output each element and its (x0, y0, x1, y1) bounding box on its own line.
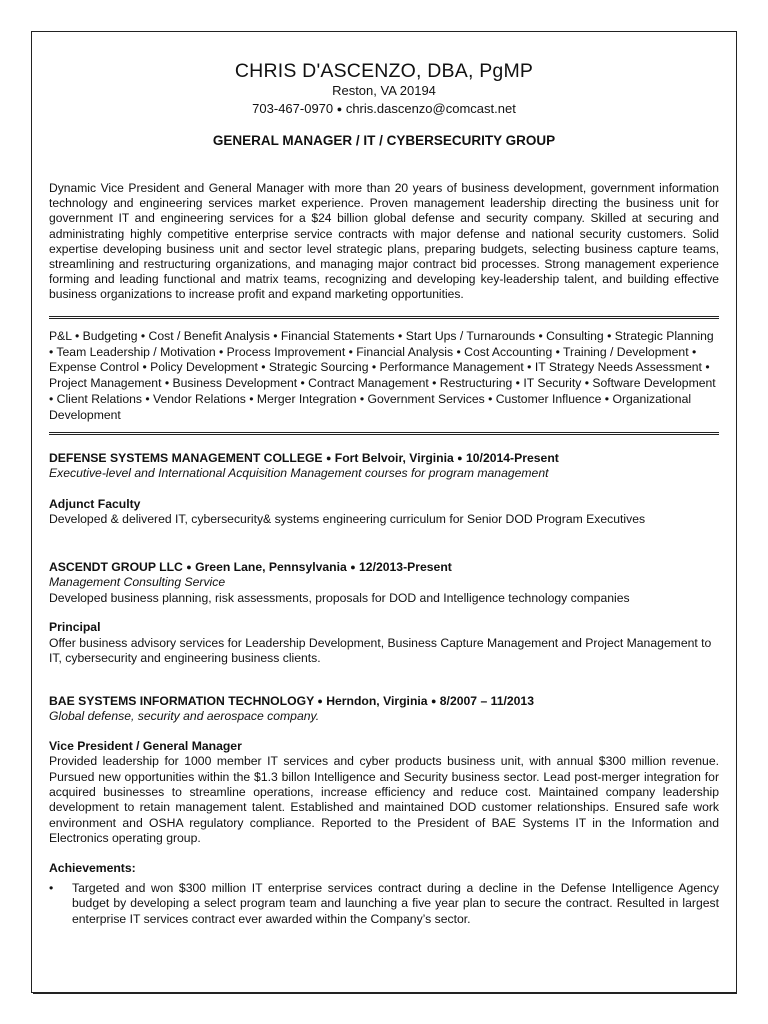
candidate-location: Reston, VA 20194 (332, 83, 436, 98)
achievements-heading: Achievements: (49, 860, 136, 875)
employer: ASCENDT GROUP LLC (49, 560, 183, 574)
job-details: Developed & delivered IT, cybersecurity& systems engineering curriculum for Senior DOD Program Executives (49, 512, 646, 527)
job-title: Vice President / General Manager (49, 738, 242, 753)
employer-description: Executive-level and International Acquisition Management courses for program management (49, 466, 549, 481)
separator-dot: ● (325, 453, 332, 463)
list-item: • Targeted and won $300 million IT enterprise services contract during a decline in the Defense Intelligence Agency budget by developing a select program team and launching a five year plan to secure the contract. Resulted in largest enterprise IT services contract ever awarded within the Company’s sector. (49, 881, 719, 927)
job-location: Fort Belvoir, Virginia (334, 451, 454, 465)
job-dates: 8/2007 – 11/2013 (439, 694, 534, 708)
job-header (49, 560, 719, 575)
employer-description: Management Consulting Service (49, 575, 226, 590)
job-title: Adjunct Faculty (49, 496, 141, 511)
achievements-list (49, 881, 719, 927)
employer-description: Global defense, security and aerospace company. (49, 709, 320, 724)
phone-number: 703-467-0970 (252, 101, 334, 116)
job-dates: 10/2014-Present (466, 451, 559, 465)
job-dates: 12/2013-Present (359, 560, 452, 574)
separator-dot: ● (317, 696, 323, 706)
separator-dot: ● (457, 453, 463, 463)
separator-dot: ● (430, 696, 437, 706)
job-title: Principal (49, 620, 101, 635)
candidate-name: CHRIS D'ASCENZO, DBA, PgMP (234, 60, 534, 82)
email-address[interactable]: chris.dascenzo@comcast.net (345, 101, 516, 116)
section-divider-bottom (49, 432, 719, 435)
job-location: Herndon, Virginia (326, 694, 428, 708)
job-location: Green Lane, Pennsylvania (195, 560, 347, 574)
headline: GENERAL MANAGER / IT / CYBERSECURITY GROUP (212, 133, 556, 148)
employer: BAE SYSTEMS INFORMATION TECHNOLOGY (49, 694, 314, 708)
employer-summary: Developed business planning, risk assessments, proposals for DOD and Intelligence technology companies (49, 590, 630, 605)
page-border-shadow (33, 989, 737, 994)
job-header (49, 451, 719, 466)
skills-list: P&L • Budgeting • Cost / Benefit Analysis • Financial Statements • Start Ups / Turnarounds • Consulting • Strategic Planning • Team Leadership / Motivation • Process Improvement • Financial Analysis • Cost Accounting • Training / Development • Expense Control • Policy Development • Strategic Sourcing • Performance Management • IT Strategy Needs Assessment • Project Management • Business Development • Contract Management • Restructuring • IT Security • Software Development • Client Relations • Vendor Relations • Merger Integration • Government Services • Customer Influence • Organizational Development (49, 329, 716, 422)
job-entry (49, 694, 719, 927)
employer: DEFENSE SYSTEMS MANAGEMENT COLLEGE (49, 451, 323, 465)
job-details: Provided leadership for 1000 member IT services and cyber products business unit, with annual $300 million revenue. Pursued new opportunities within the $1.3 billon Intelligence and Security business sector. Lead post-merger integration for acquired businesses to streamline operations, increase efficiency and reduce cost. Maintained company leadership development to retain management talent. Established and maintained DOD customer relationships. Ensured safe work environment and OSHA regulatory compliance. Reported to the President of BAE Systems IT in the Information and Electronics operating group. (49, 754, 719, 846)
job-entry (49, 451, 719, 528)
professional-summary: Dynamic Vice President and General Manager with more than 20 years of business development, government information technology and engineering services market experience. Proven management leadership directing the business unit for government IT and engineering services for a $24 billion global defense and security company. Skilled at securing and administrating highly competitive enterprise service contracts with major defense and national security customers. Solid expertise developing business unit and sector level strategic plans, preparing budgets, selecting business capture teams, streamlining and restructuring organizations, and managing major contract bid processes. Strong management experience forming and leading functional and matrix teams, recognizing and developing key-leadership talent, and building effective business organizations to increase profit and expand marketing opportunities. (49, 181, 719, 302)
job-header (49, 694, 719, 709)
contact-line (49, 101, 719, 116)
job-details: Offer business advisory services for Leadership Development, Business Capture Management and Project Management to IT, cybersecurity and engineering business clients. (49, 635, 712, 666)
job-entry (49, 560, 719, 666)
section-divider-top (49, 316, 719, 319)
separator-dot: ● (336, 104, 343, 114)
separator-dot: ● (186, 562, 192, 572)
separator-dot: ● (350, 562, 356, 572)
